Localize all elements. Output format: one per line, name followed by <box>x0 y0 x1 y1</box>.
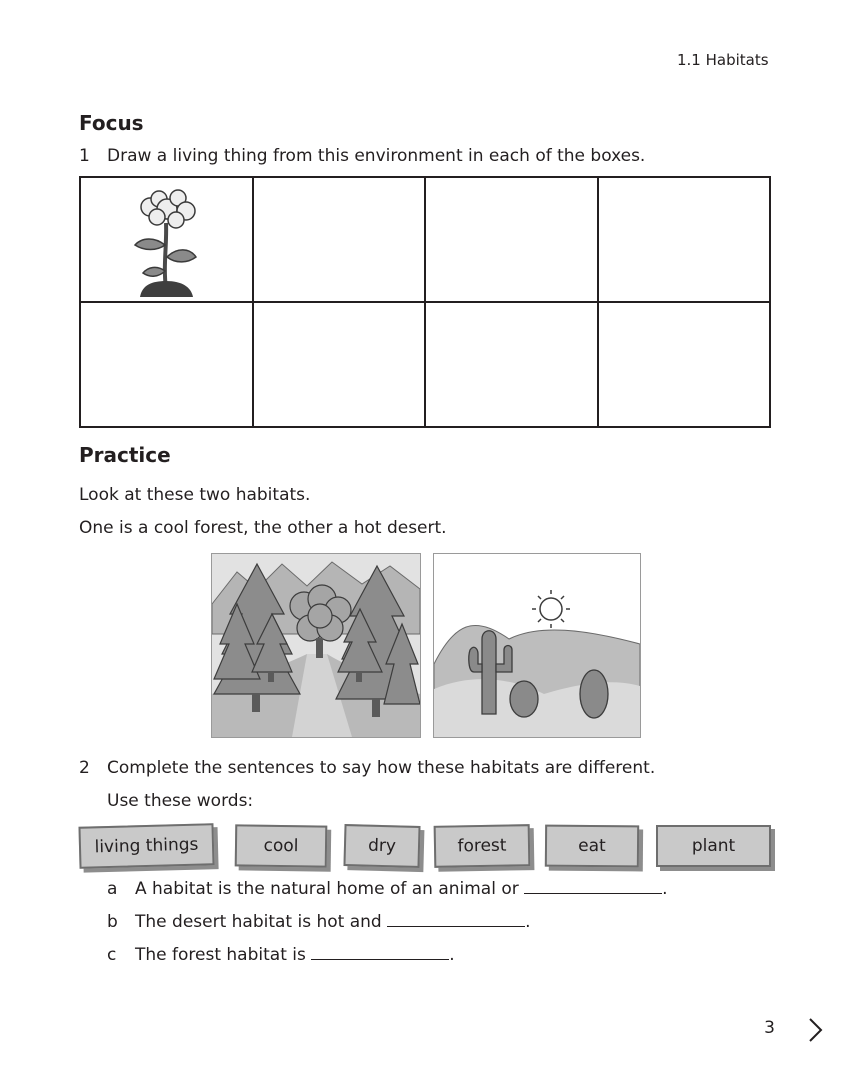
sentence-text: A habitat is the natural home of an animal or <box>135 879 519 899</box>
practice-intro-1: Look at these two habitats. <box>79 485 311 505</box>
answer-blank[interactable] <box>524 879 662 894</box>
drawing-box[interactable] <box>80 177 253 302</box>
forest-image <box>211 553 421 738</box>
drawing-grid <box>79 176 771 428</box>
word-card[interactable]: dry <box>343 824 420 868</box>
word-bank <box>79 823 779 871</box>
word-card[interactable]: living things <box>78 823 214 869</box>
practice-intro-2: One is a cool forest, the other a hot desert. <box>79 518 447 538</box>
chevron-right-icon[interactable] <box>806 1016 826 1044</box>
sentence-letter: b <box>107 912 118 932</box>
desert-image <box>433 553 641 738</box>
drawing-box[interactable] <box>598 302 771 427</box>
sentence-letter: a <box>107 879 118 899</box>
word-card[interactable]: forest <box>434 824 531 868</box>
answer-blank[interactable] <box>311 945 449 960</box>
drawing-box[interactable] <box>425 302 598 427</box>
drawing-box[interactable] <box>253 177 426 302</box>
answer-blank[interactable] <box>387 912 525 927</box>
question-number: 2 <box>79 758 90 778</box>
drawing-box[interactable] <box>598 177 771 302</box>
drawing-box[interactable] <box>425 177 598 302</box>
drawing-box[interactable] <box>253 302 426 427</box>
sentence-end: . <box>662 879 668 899</box>
question-text: Draw a living thing from this environment in each of the boxes. <box>107 146 646 166</box>
sentence-end: . <box>449 945 455 965</box>
question-text: Complete the sentences to say how these habitats are different. <box>107 758 656 778</box>
sentence-text: The forest habitat is <box>135 945 306 965</box>
word-card[interactable]: eat <box>545 825 639 868</box>
section-title: 1.1 Habitats <box>677 51 769 69</box>
word-bank-instruction: Use these words: <box>107 791 254 811</box>
drawing-box[interactable] <box>80 302 253 427</box>
sentence-b <box>107 912 531 932</box>
sentence-end: . <box>525 912 531 932</box>
flower-plant-icon <box>130 185 200 297</box>
sentence-c <box>107 945 455 965</box>
sentence-text: The desert habitat is hot and <box>135 912 382 932</box>
focus-heading: Focus <box>79 111 144 135</box>
practice-heading: Practice <box>79 443 171 467</box>
question-1 <box>79 146 645 166</box>
word-card[interactable]: plant <box>656 825 771 867</box>
sentence-a <box>107 879 668 899</box>
sentence-letter: c <box>107 945 117 965</box>
word-card[interactable]: cool <box>235 824 328 867</box>
question-2 <box>79 758 655 778</box>
page-number: 3 <box>764 1018 775 1038</box>
question-number: 1 <box>79 146 90 166</box>
